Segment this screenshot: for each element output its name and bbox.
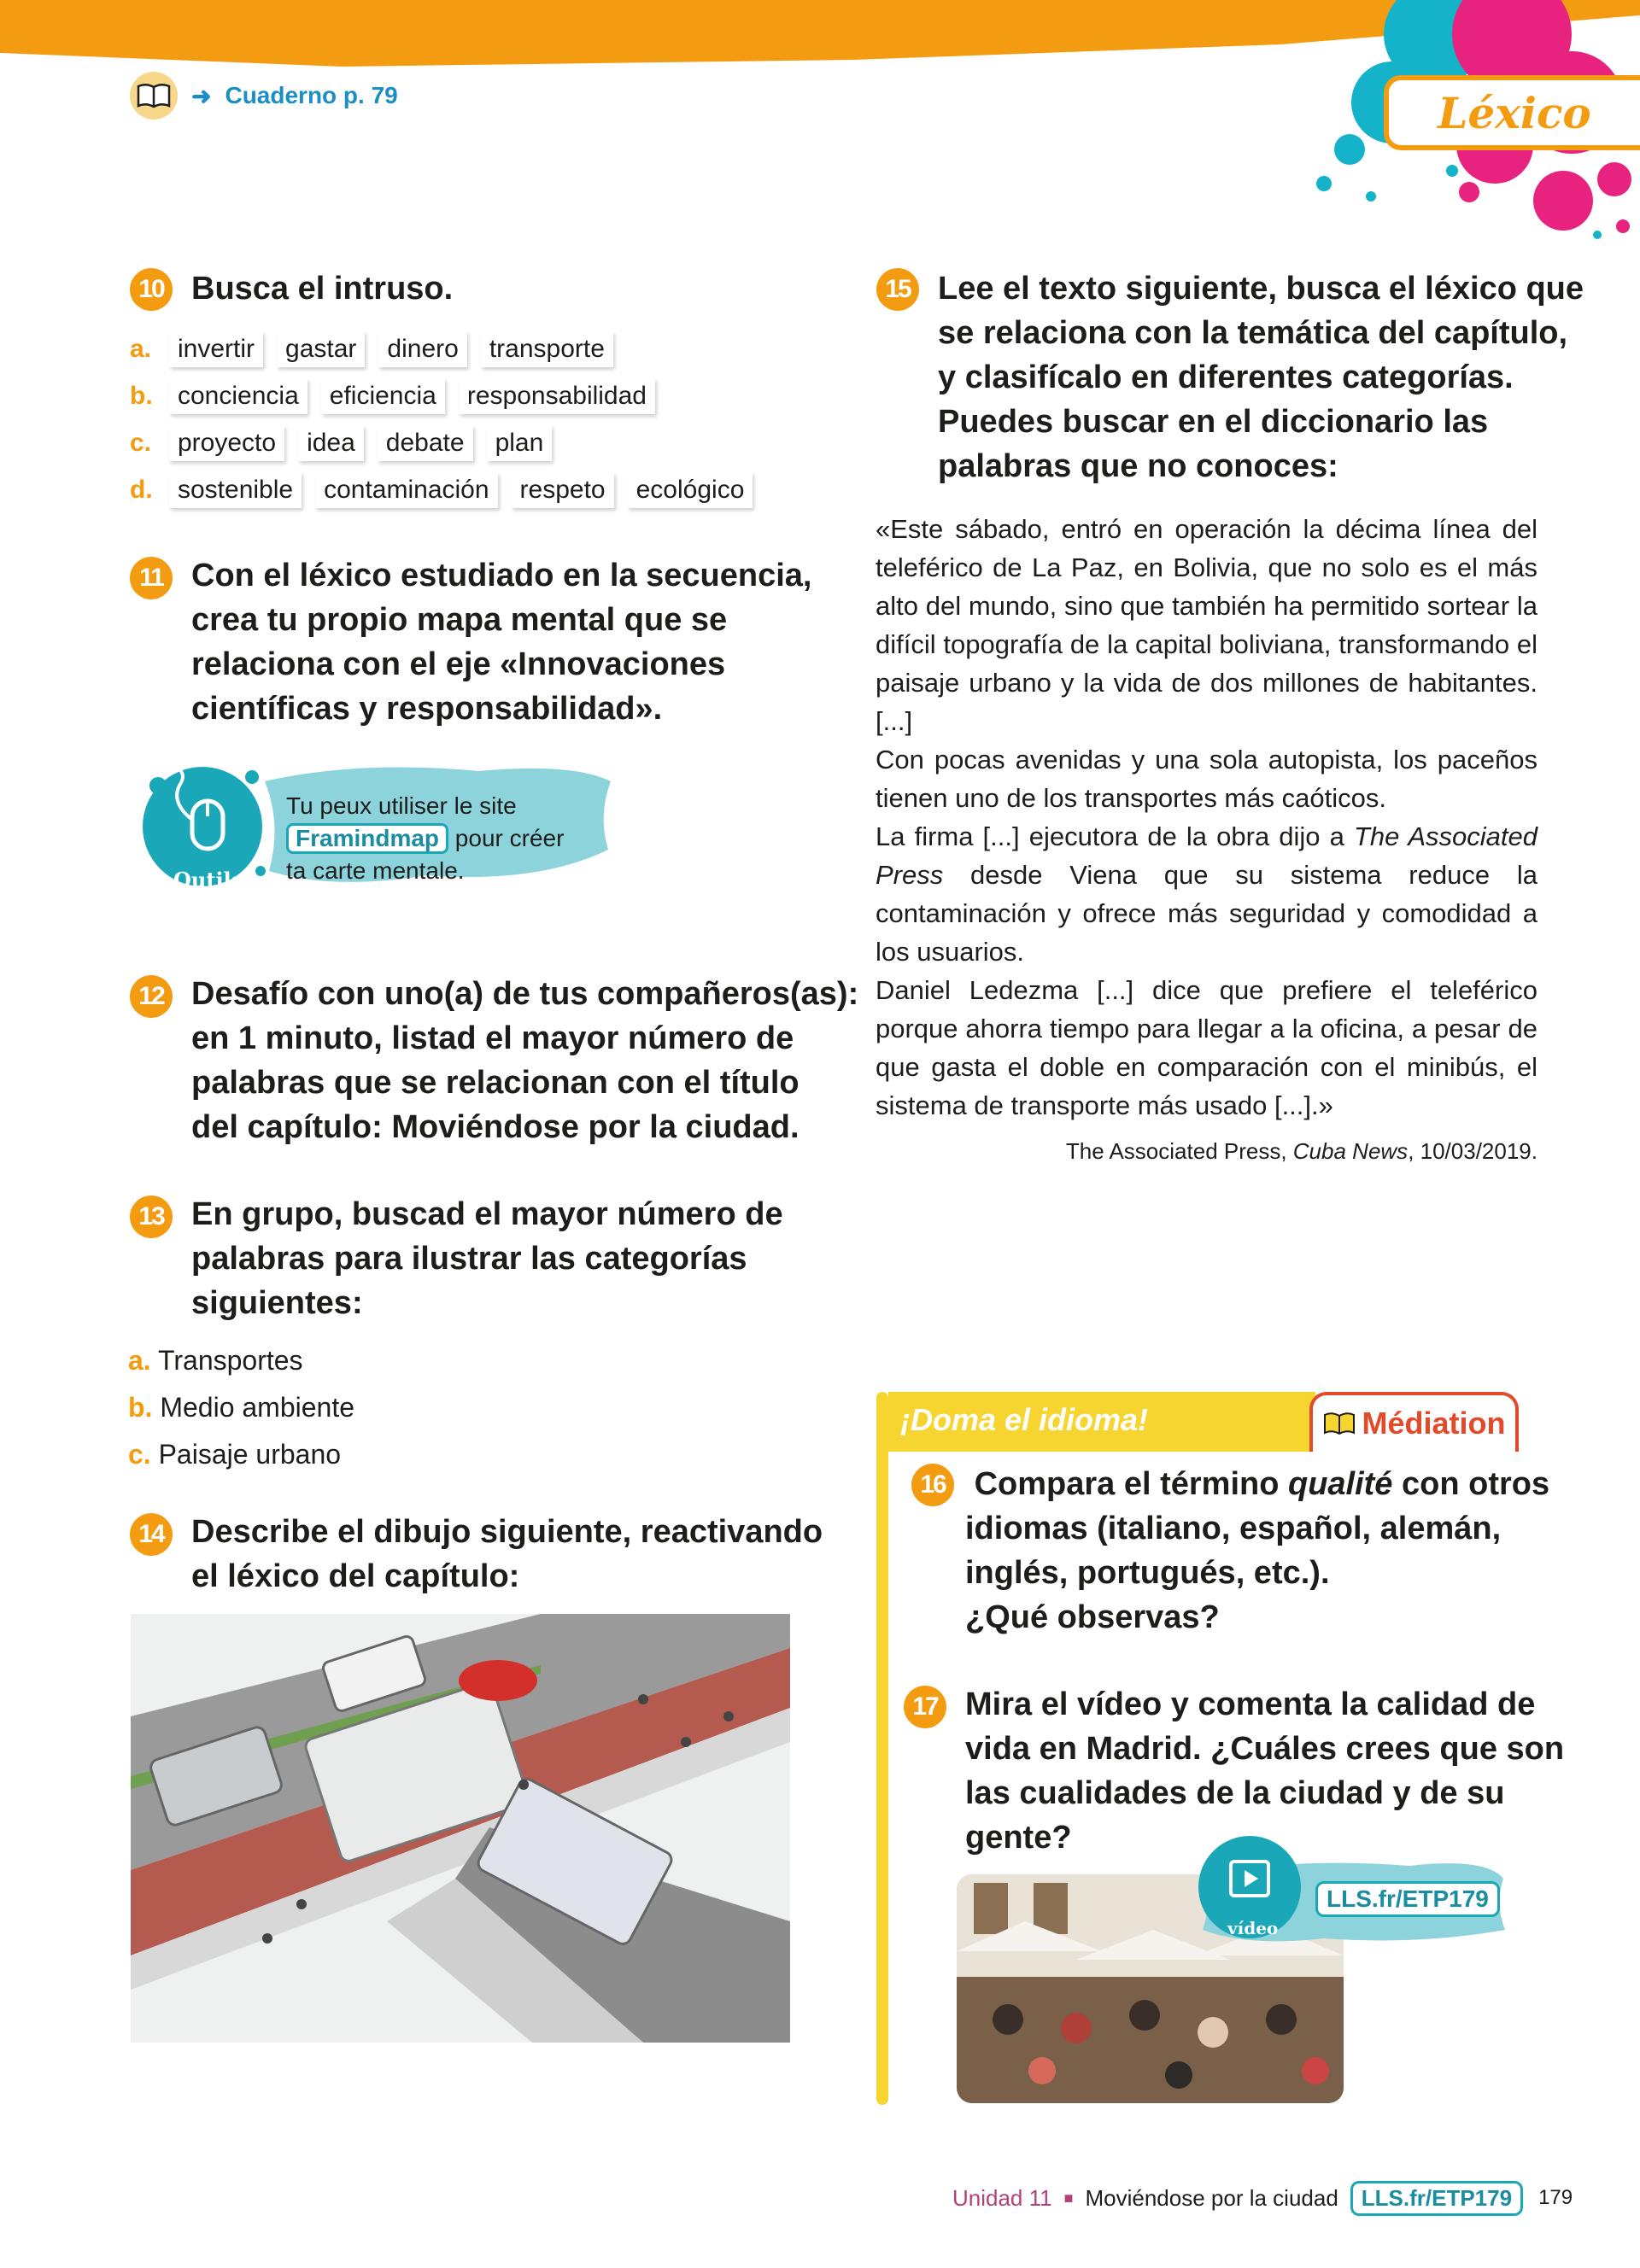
- exercise-number-13: 13: [130, 1195, 173, 1238]
- word-chip: responsabilidad: [459, 378, 655, 414]
- book-icon: [1323, 1412, 1356, 1435]
- intruso-row-c: c. proyecto idea debate plan: [130, 425, 552, 461]
- doma-banner: ¡Doma el idioma!: [888, 1392, 1315, 1452]
- outils-text: Tu peux utiliser le site Framindmap pour créer ta carte mentale.: [286, 792, 565, 884]
- exercise-13-title: En grupo, buscad el mayor número de palabras para ilustrar las categorías siguientes:: [191, 1196, 783, 1321]
- intruso-row-d: d. sostenible contaminación respeto ecológico: [130, 472, 753, 508]
- page-number: 179: [1538, 2186, 1573, 2209]
- footer-unit: Unidad 11: [952, 2184, 1052, 2211]
- word-chip: gastar: [277, 331, 365, 367]
- footer: [952, 2179, 1573, 2217]
- exercise-14-title: Describe el dibujo siguiente, reactivando el léxico del capítulo:: [191, 1514, 823, 1594]
- word-chip: conciencia: [169, 378, 308, 414]
- exercise-number-17: 17: [904, 1686, 946, 1728]
- word-chip: proyecto: [169, 425, 284, 461]
- word-chip: debate: [378, 425, 473, 461]
- exercise-number-12: 12: [130, 975, 173, 1018]
- word-chip: contaminación: [315, 472, 497, 508]
- arrow-right-icon: ➜: [191, 82, 212, 109]
- exercise-10-title: Busca el intruso.: [191, 271, 454, 307]
- word-chip: respeto: [512, 472, 614, 508]
- exercise-16-title: Compara el término qualité con otros idiomas (italiano, español, alemán, inglés, portugués, etc.). ¿Qué observas?: [965, 1466, 1550, 1635]
- exercise-number-15: 15: [876, 268, 919, 311]
- book-icon: [130, 72, 178, 120]
- cuaderno-label: Cuaderno p. 79: [225, 82, 398, 108]
- footer-topic: Moviéndose por la ciudad: [1085, 2184, 1338, 2211]
- section-tab-lexico: [1384, 75, 1640, 150]
- article-text: «Este sábado, entró en operación la décima línea del teleférico de La Paz, en Bolivia, que no solo es el más alto del mundo, sino que también ha permitido sortear la difícil topografía de la capital boliviana, transformando el paisaje urbano y la vida de dos millones de habitantes. [...] Con pocas avenidas y una sola autopista, los paceños tienen uno de los transportes más caóticos. La firma [...] ejecutora de la obra dijo a The Associated Press desde Viena que su sistema reduce la contaminación y ofrece más seguridad y comodidad a los usuarios. Daniel Ledezma [...] dice que prefiere el teleférico porque ahorra tiempo para llegar a la oficina, a pesar de que gasta el doble en comparación con el minibús, el sistema de transporte más usado [...].»: [876, 514, 1538, 1120]
- video-link[interactable]: LLS.fr/ETP179: [1315, 1881, 1500, 1917]
- cuaderno-reference[interactable]: [130, 75, 398, 116]
- word-chip: transporte: [481, 331, 613, 367]
- article-source: The Associated Press, Cuba News, 10/03/2019.: [1065, 1138, 1538, 1164]
- footer-link[interactable]: LLS.fr/ETP179: [1350, 2181, 1523, 2216]
- video-label: vídeo: [1227, 1918, 1279, 1938]
- mediation-tab: [1309, 1392, 1519, 1452]
- category-item: b. Medio ambiente: [128, 1392, 355, 1423]
- exercise-number-10: 10: [130, 268, 173, 311]
- category-item: c. Paisaje urbano: [128, 1439, 342, 1470]
- intruso-row-a: a. invertir gastar dinero transporte: [130, 331, 613, 367]
- intruso-row-b: b. conciencia eficiencia responsabilidad: [130, 378, 655, 414]
- city-street-illustration: [131, 1614, 790, 2043]
- word-chip: idea: [298, 425, 364, 461]
- exercise-11-title: Con el léxico estudiado en la secuencia, crea tu propio mapa mental que se relaciona con el eje «Innovaciones científicas y responsabilidad».: [191, 558, 812, 727]
- category-item: a. Transportes: [128, 1345, 303, 1376]
- section-title: Léxico: [1438, 87, 1591, 138]
- word-chip: invertir: [169, 331, 263, 367]
- framindmap-link[interactable]: Framindmap: [286, 823, 448, 854]
- outils-label: Outils: [173, 868, 243, 892]
- square-bullet-icon: ■: [1063, 2189, 1074, 2207]
- word-chip: eficiencia: [321, 378, 445, 414]
- word-chip: plan: [487, 425, 553, 461]
- mediation-side-bar: [876, 1392, 888, 2105]
- exercise-number-16: 16: [911, 1464, 954, 1506]
- word-chip: sostenible: [169, 472, 302, 508]
- word-chip: ecológico: [628, 472, 753, 508]
- exercise-15-title: Lee el texto siguiente, busca el léxico que se relaciona con la temática del capítulo, y clasifícalo en diferentes categorías. Puedes buscar en el diccionario las palabras que no conoces:: [938, 271, 1584, 484]
- word-chip: dinero: [378, 331, 466, 367]
- exercise-12-title: Desafío con uno(a) de tus compañeros(as): en 1 minuto, listad el mayor número de palabras que se relacionan con el título del capítulo: Moviéndose por la ciudad.: [191, 976, 859, 1145]
- exercise-number-14: 14: [130, 1513, 173, 1556]
- mediation-label: Médiation: [1362, 1406, 1506, 1441]
- exercise-number-11: 11: [130, 557, 173, 599]
- exercise-17-title: Mira el vídeo y comenta la calidad de vida en Madrid. ¿Cuáles crees que son las cualidades de la ciudad y de su gente?: [965, 1686, 1565, 1856]
